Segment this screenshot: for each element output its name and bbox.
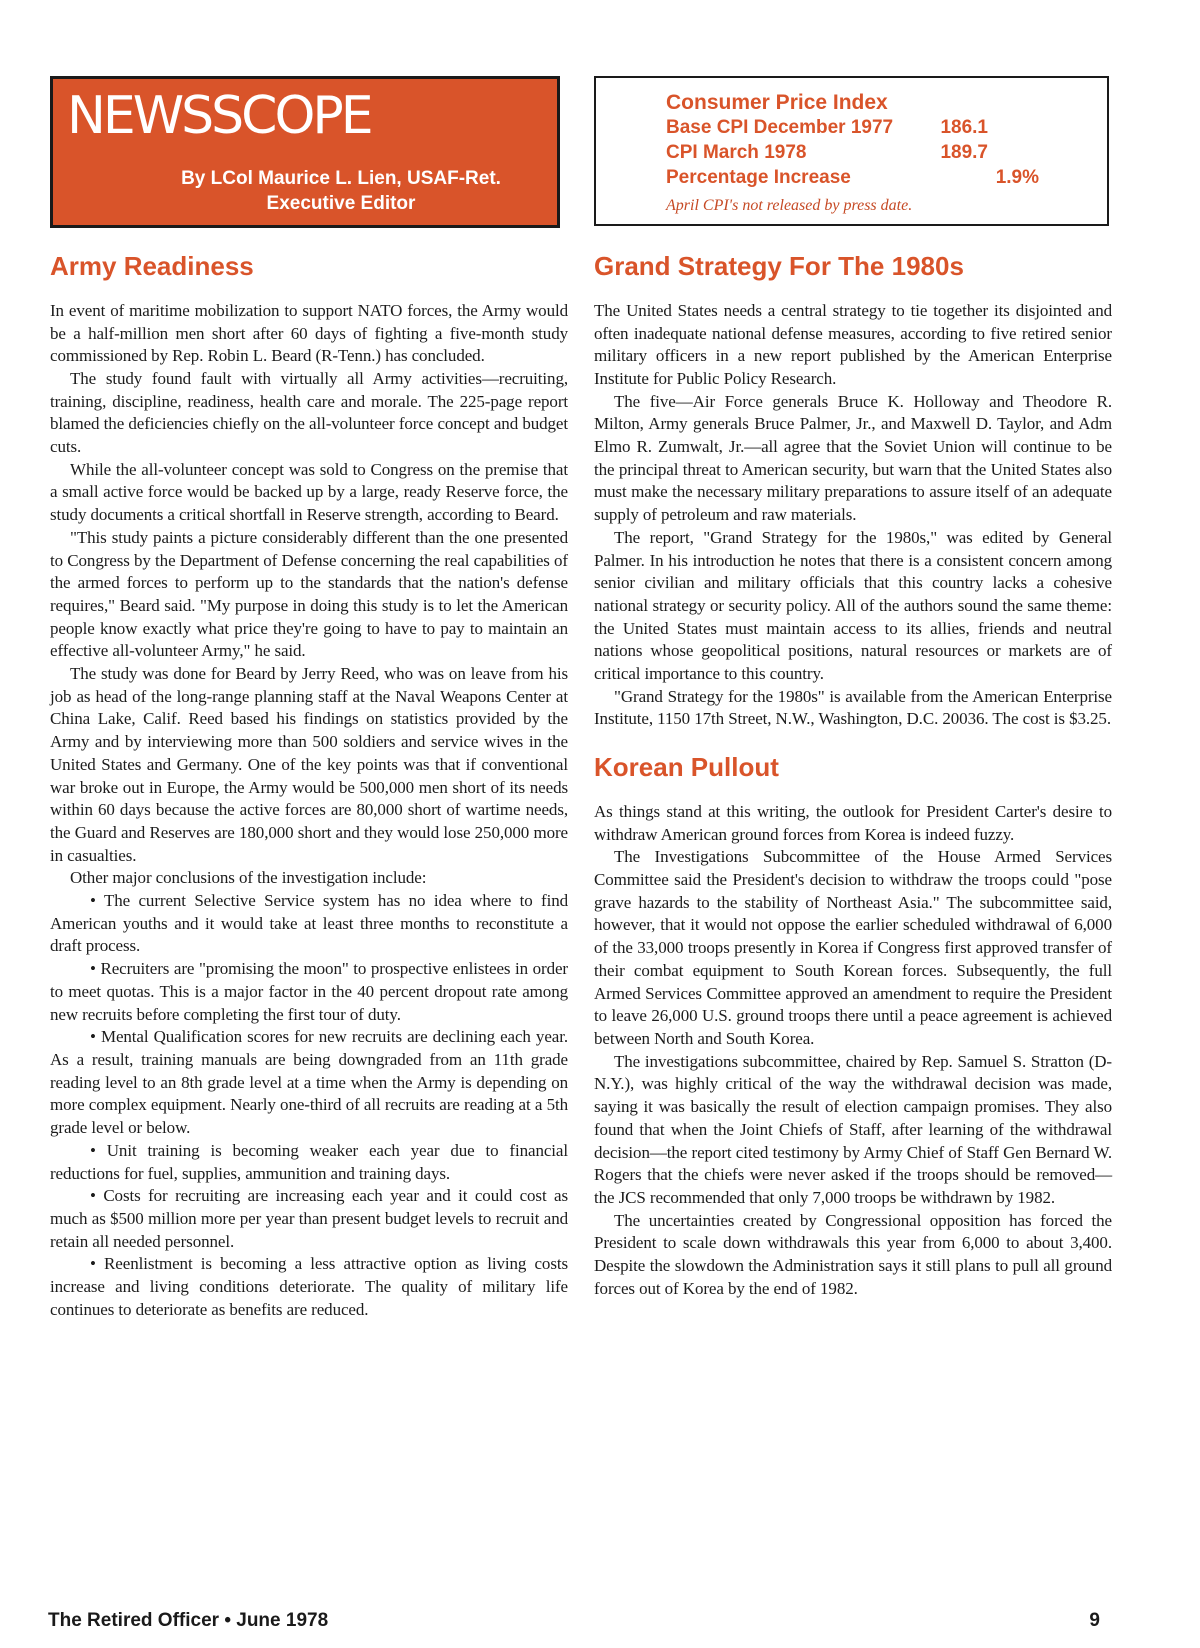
army-readiness-heading: Army Readiness <box>50 251 254 281</box>
right-column <box>594 250 1112 1300</box>
byline-role: Executive Editor <box>266 192 416 214</box>
article-paragraph: The study found fault with virtually all Army activities—recruiting, training, discipline, readiness, health care and morale. The 225-page report blamed the deficiencies chiefly on the all-volunteer force concept and budget cuts. <box>50 368 568 457</box>
article-paragraph: The United States needs a central strategy to tie together its disjointed and often inadequate national defense measures, according to five retired senior military officers in a new report published by the American Enterprise Institute for Public Policy Research. <box>594 300 1112 388</box>
article-paragraph: The five—Air Force generals Bruce K. Holloway and Theodore R. Milton, Army generals Bruce Palmer, Jr., and Maxwell D. Taylor, and Adm Elmo R. Zumwalt, Jr.—all agree that the Soviet Union will continue to be the principal threat to American security, but warn that the United States also must make the necessary military preparations to assure itself of an adequate supply of petroleum and raw materials. <box>594 391 1112 525</box>
byline-author: By LCol Maurice L. Lien, USAF-Ret. <box>181 168 501 189</box>
conclusion-bullet: • Recruiters are "promising the moon" to prospective enlistees in order to meet quotas. This is a major factor in the 40 percent dropout rate among new recruits before completing the first tour of duty. <box>50 959 568 1024</box>
cpi-note: April CPI's not released by press date. <box>666 197 913 214</box>
cpi-row <box>666 167 1066 192</box>
grand-strategy-heading: Grand Strategy For The 1980s <box>594 251 964 281</box>
conclusion-bullet: • The current Selective Service system has no idea where to find American youths and it would take at least three months to reconstitute a draft process. <box>50 891 568 956</box>
article-paragraph: Other major conclusions of the investigation include: <box>70 868 427 888</box>
page-number: 9 <box>1089 1610 1100 1631</box>
cpi-row-label: CPI March 1978 <box>666 142 807 163</box>
article-paragraph: "Grand Strategy for the 1980s" is available from the American Enterprise Institute, 1150 17th Street, N.W., Washington, D.C. 20036. The cost is $3.25. <box>594 686 1112 729</box>
cpi-row-label: Base CPI December 1977 <box>666 117 894 138</box>
newsscope-logo: NEWSSCOPE <box>67 86 371 146</box>
conclusion-bullet: • Mental Qualification scores for new recruits are declining each year. As a result, training manuals are being downgraded from an 11th grade reading level to an 8th grade level at a time when the Army is depending on more complex equipment. Nearly one-third of all recruits are reading at a 5th grade level or below. <box>50 1027 568 1138</box>
article-paragraph: The report, "Grand Strategy for the 1980s," was edited by General Palmer. In his introduction he notes that there is a consistent concern among senior civilian and military officials that this country lacks a cohesive national strategy or security policy. All of the authors sound the same theme: the United States must maintain access to its allies, friends and neutral nations whose geopolitical positions, natural resources or markets are of critical importance to this country. <box>594 527 1112 684</box>
article-paragraph: The investigations subcommittee, chaired by Rep. Samuel S. Stratton (D-N.Y.), was highly critical of the way the withdrawal decision was made, saying it was basically the result of election campaign promises. They also found that when the Joint Chiefs of Staff, after learning of the withdrawal decision—the report cited testimony by Army Chief of Staff Gen Bernard W. Rogers that the chiefs were never asked if the troops should be removed—the JCS recommended that only 7,000 troops be withdrawn by 1982. <box>594 1051 1112 1207</box>
publication-footer: The Retired Officer • June 1978 <box>48 1610 329 1631</box>
article-paragraph: The uncertainties created by Congressional opposition has forced the President to scale down withdrawals this year from 6,000 to about 3,400. Despite the slowdown the Administration says it still plans to pull all ground forces out of Korea by the end of 1982. <box>594 1210 1112 1298</box>
article-paragraph: While the all-volunteer concept was sold to Congress on the premise that a small active force would be backed up by a large, ready Reserve force, the study documents a critical shortfall in Reserve strength, according to Beard. <box>50 459 568 525</box>
cpi-row-label: Percentage Increase <box>666 167 851 188</box>
article-paragraph: "This study paints a picture considerably different than the one presented to Congress by the Department of Defense concerning the real capabilities of the armed forces to perform up to the standards that the nation's defense requires," Beard said. "My purpose in doing this study is to let the American people know exactly what price they're going to have to pay to maintain an effective all-volunteer Army," he said. <box>50 527 568 661</box>
cpi-row-value: 1.9% <box>995 167 1039 188</box>
newsscope-banner <box>50 76 560 228</box>
korean-pullout-heading: Korean Pullout <box>594 752 779 783</box>
cpi-title: Consumer Price Index <box>666 91 888 114</box>
army-readiness-article <box>50 300 568 1322</box>
cpi-row <box>666 142 1066 167</box>
left-column <box>50 250 568 1321</box>
cpi-row <box>666 117 1066 142</box>
cpi-box <box>594 76 1109 226</box>
korean-pullout-article <box>594 801 1112 1300</box>
grand-strategy-article <box>594 300 1112 731</box>
cpi-row-value: 186.1 <box>940 117 988 138</box>
article-paragraph: The study was done for Beard by Jerry Reed, who was on leave from his job as head of the long-range planning staff at the Naval Weapons Center at China Lake, Calif. Reed based his findings on statistics provided by the Army and by interviewing more than 500 soldiers and service wives in the United States and Germany. One of the key points was that if conventional war broke out in Europe, the Army would be 500,000 men short of its needs within 60 days because the active forces are 80,000 short of wartime needs, the Guard and Reserves are 180,000 short and they would lose 250,000 more in casualties. <box>50 664 568 865</box>
cpi-row-value: 189.7 <box>940 142 988 163</box>
article-paragraph: The Investigations Subcommittee of the House Armed Services Committee said the President's decision to withdraw the troops could "pose grave hazards to the stability of Northeast Asia." The subcommittee said, however, that it would not oppose the earlier scheduled withdrawal of 6,000 of the 33,000 troops presently in Korea if Congress first approved transfer of their combat equipment to South Korean forces. Subsequently, the full Armed Services Committee approved an amendment to require the President to leave 26,000 U.S. ground troops there until a peace agreement is achieved between North and South Korea. <box>594 847 1112 1048</box>
article-paragraph: As things stand at this writing, the outlook for President Carter's desire to withdraw American ground forces from Korea is indeed fuzzy. <box>594 801 1112 844</box>
conclusion-bullet: • Costs for recruiting are increasing each year and it could cost as much as $500 million more per year than present budget levels to recruit and retain all needed personnel. <box>50 1186 568 1251</box>
article-paragraph: In event of maritime mobilization to support NATO forces, the Army would be a half-million men short after 60 days of fighting a five-month study commissioned by Rep. Robin L. Beard (R-Tenn.) has concluded. <box>50 300 568 366</box>
byline <box>151 167 531 216</box>
conclusion-bullet: • Unit training is becoming weaker each year due to financial reductions for fuel, supplies, ammunition and training days. <box>50 1140 568 1183</box>
conclusion-bullet: • Reenlistment is becoming a less attractive option as living costs increase and living conditions deteriorate. The quality of military life continues to deteriorate as benefits are reduced. <box>50 1254 568 1319</box>
